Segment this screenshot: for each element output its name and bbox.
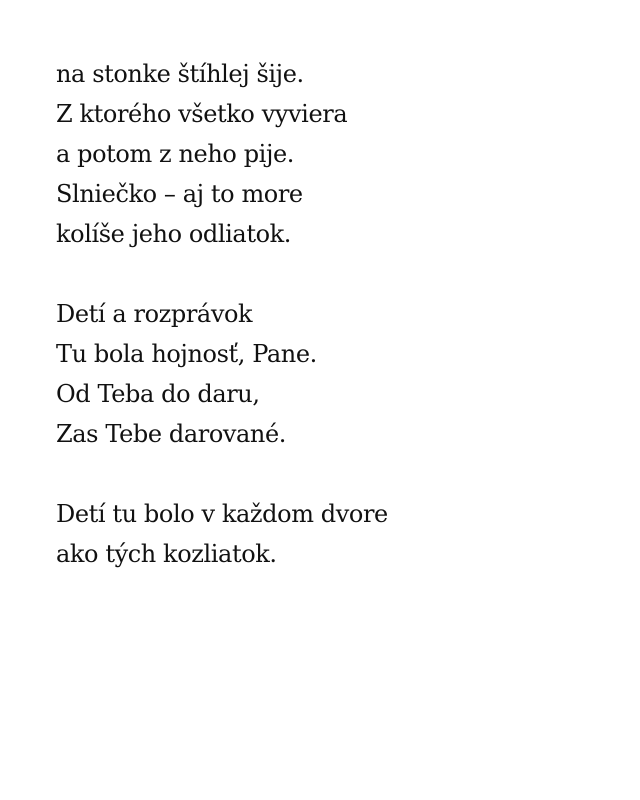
poem-line: Od Teba do daru, [56,380,260,408]
poem-line: na stonke štíhlej šije. [56,60,304,88]
poem-line: Slniečko – aj to more [56,180,303,208]
poem-stanza-3 [56,494,388,574]
poem-line: Z ktorého všetko vyviera [56,100,348,128]
poem-line: Tu bola hojnosť, Pane. [56,340,317,368]
poem-line: Zas Tebe darované. [56,420,287,448]
poem-stanza-2 [56,294,388,454]
poem-text [56,54,388,614]
poem-line: Detí a rozprávok [56,300,253,328]
poem-line: kolíše jeho odliatok. [56,220,292,248]
poem-line: Detí tu bolo v každom dvore [56,500,388,528]
poem-stanza-1 [56,54,388,254]
poem-line: a potom z neho pije. [56,140,295,168]
poem-line: ako tých kozliatok. [56,540,277,568]
